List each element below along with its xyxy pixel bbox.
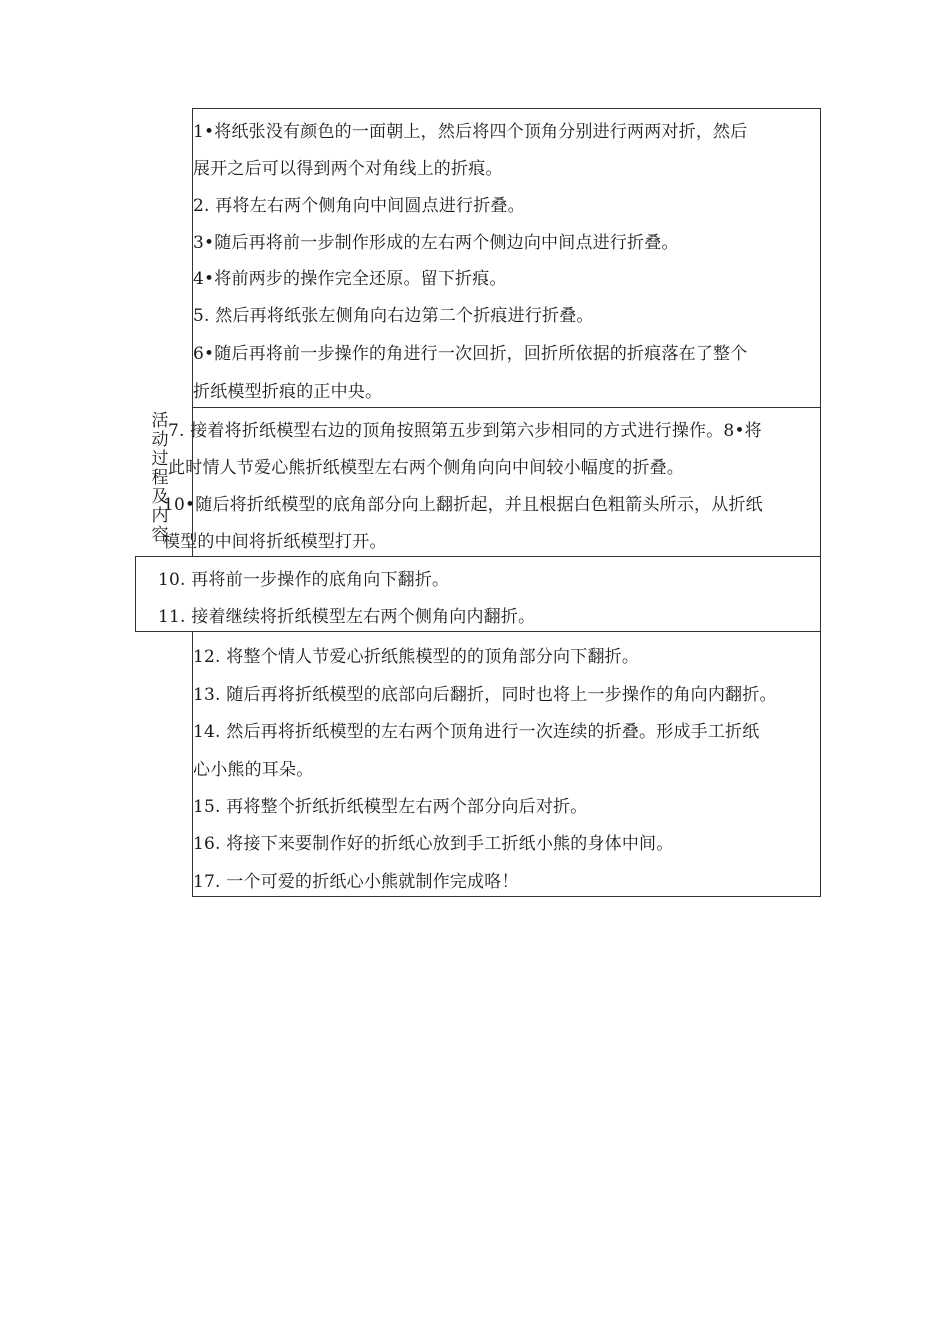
step-line: 6•随后再将前一步操作的角进行一次回折，回折所依据的折痕落在了整个 <box>193 344 748 364</box>
step-line: 14. 然后再将折纸模型的左右两个顶角进行一次连续的折叠。形成手工折纸 <box>193 722 760 742</box>
step-line: 12. 将整个情人节爱心折纸熊模型的的顶角部分向下翻折。 <box>193 647 640 667</box>
side-label-char: 过 <box>151 449 169 469</box>
step-line: 11. 接着继续将折纸模型左右两个侧角向内翻折。 <box>158 607 536 627</box>
step-line: 4•将前两步的操作完全还原。留下折痕。 <box>193 269 507 289</box>
step-line: 17. 一个可爱的折纸心小熊就制作完成咯！ <box>193 872 519 892</box>
step-line: 2. 再将左右两个侧角向中间圆点进行折叠。 <box>193 196 525 216</box>
side-label-char: 活 <box>151 411 169 431</box>
step-line: 16. 将接下来要制作好的折纸心放到手工折纸小熊的身体中间。 <box>193 834 674 854</box>
step-line: 7. 接着将折纸模型右边的顶角按照第五步到第六步相同的方式进行操作。8•将 <box>168 421 762 441</box>
side-label-char: 内 <box>151 506 169 526</box>
step-line: 15. 再将整个折纸折纸模型左右两个部分向后对折。 <box>193 797 588 817</box>
step-line: 10•随后将折纸模型的底角部分向上翻折起，并且根据白色粗箭头所示，从折纸 <box>163 495 763 515</box>
step-line: 模型的中间将折纸模型打开。 <box>163 532 387 552</box>
step-line: 5. 然后再将纸张左侧角向右边第二个折痕进行折叠。 <box>193 306 594 326</box>
step-line: 3•随后再将前一步制作形成的左右两个侧边向中间点进行折叠。 <box>193 233 679 253</box>
step-line: 展开之后可以得到两个对角线上的折痕。 <box>193 159 503 179</box>
side-label-char: 及 <box>151 487 169 507</box>
side-label-char: 动 <box>151 430 169 450</box>
side-label-char: 容 <box>151 525 169 545</box>
step-line: 1•将纸张没有颜色的一面朝上，然后将四个顶角分别进行两两对折，然后 <box>193 122 748 142</box>
step-line: 10. 再将前一步操作的底角向下翻折。 <box>158 570 450 590</box>
side-label-char: 程 <box>151 468 169 488</box>
step-line: 折纸模型折痕的正中央。 <box>193 382 383 402</box>
step-line: 此时情人节爱心熊折纸模型左右两个侧角向向中间较小幅度的折叠。 <box>168 458 684 478</box>
step-line: 心小熊的耳朵。 <box>193 760 314 780</box>
step-line: 13. 随后再将折纸模型的底部向后翻折，同时也将上一步操作的角向内翻折。 <box>193 685 777 705</box>
